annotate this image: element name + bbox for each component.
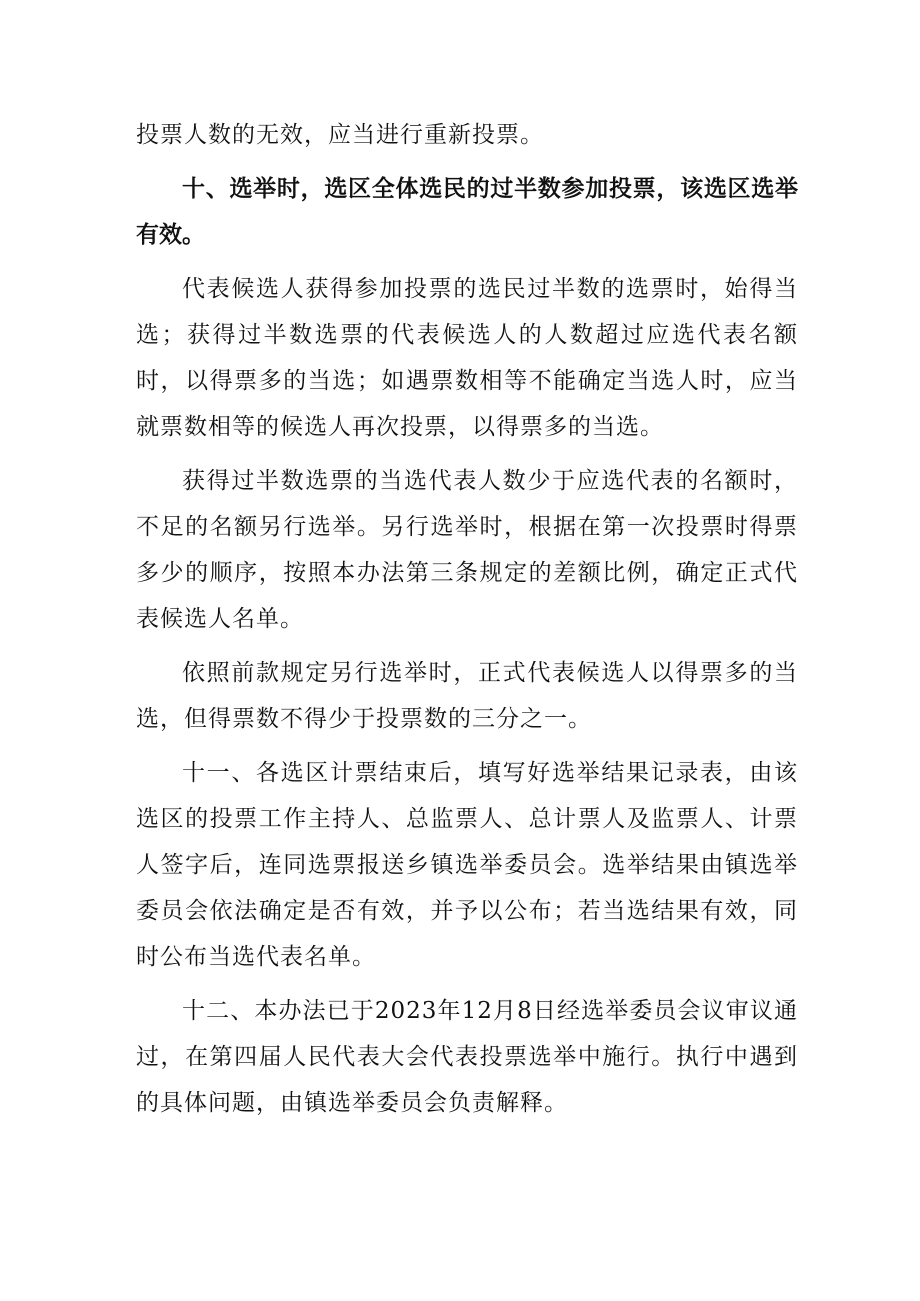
paragraph-runoff-threshold: 依照前款规定另行选举时，正式代表候选人以得票多的当选，但得票数不得少于投票数的三分之一。 — [136, 660, 798, 732]
article-ten-heading: 十、选举时，选区全体选民的过半数参加投票，该选区选举有效。 — [136, 175, 798, 248]
paragraph-runoff-election: 获得过半数选票的当选代表人数少于应选代表的名额时，不足的名额另行选举。另行选举时，根据在第一次投票时得票多少的顺序，按照本办法第三条规定的差额比例，确定正式代表候选人名单。 — [136, 468, 798, 632]
paragraph-majority-rule: 代表候选人获得参加投票的选民过半数的选票时，始得当选；获得过半数选票的代表候选人的人数超过应选代表名额时，以得票多的当选；如遇票数相等不能确定当选人时，应当就票数相等的候选人再次投票，以得票多的当选。 — [136, 276, 798, 440]
article-eleven: 十一、各选区计票结束后，填写好选举结果记录表，由该选区的投票工作主持人、总监票人、总计票人及监票人、计票人签字后，连同选票报送乡镇选举委员会。选举结果由镇选举委员会依法确定是否有效，并予以公布；若当选结果有效，同时公布当选代表名单。 — [136, 760, 798, 970]
article-twelve: 十二、本办法已于2023年12月8日经选举委员会议审议通过，在第四届人民代表大会代表投票选举中施行。执行中遇到的具体问题，由镇选举委员会负责解释。 — [136, 998, 798, 1116]
document-page — [136, 112, 798, 1126]
paragraph-continuation: 投票人数的无效，应当进行重新投票。 — [136, 122, 544, 148]
